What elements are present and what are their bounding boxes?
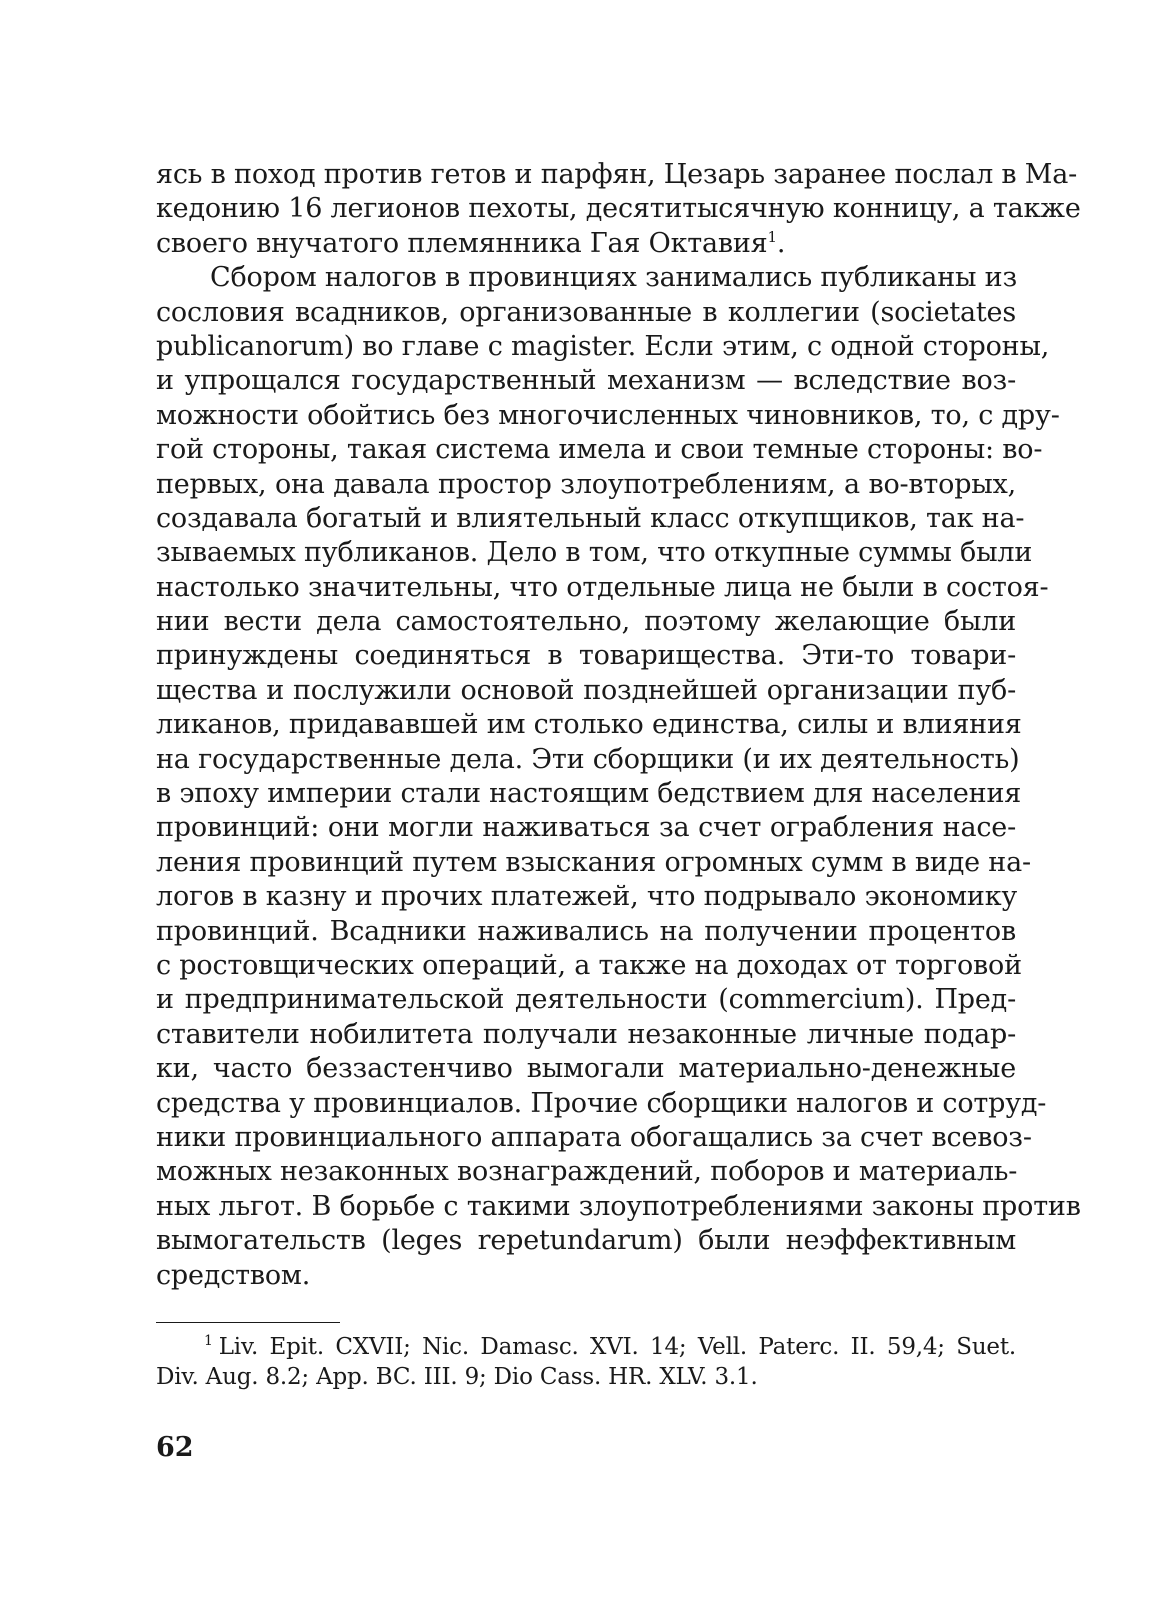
text-line: ления провинций путем взыскания огромных сумм в виде на- xyxy=(156,846,1031,878)
text-line: ных льгот. В борьбе с такими злоупотреблениями законы против xyxy=(156,1190,1081,1222)
text-line: щества и послужили основой позднейшей организации пуб- xyxy=(156,674,1016,706)
text-line-content: своего внучатого племянника Гая Октавия xyxy=(156,227,768,259)
footnote xyxy=(156,1332,1016,1392)
text-line: в эпоху империи стали настоящим бедствием для населения xyxy=(156,778,1022,810)
text-line xyxy=(156,227,1016,261)
footnote-line: Div. Aug. 8.2; App. BC. III. 9; Dio Cass. HR. XLV. 3.1. xyxy=(156,1364,758,1390)
text-line: и упрощался государственный механизм — вследствие воз- xyxy=(156,365,1016,397)
text-line: кедонию 16 легионов пехоты, десятитысячную конницу, а также xyxy=(156,193,1081,225)
text-line: ставители нобилитета получали незаконные личные подар- xyxy=(156,1018,1016,1050)
text-line: провинций. Всадники наживались на получении процентов xyxy=(156,915,1016,947)
text-line: ники провинциального аппарата обогащались за счет всевоз- xyxy=(156,1121,1032,1153)
text-line: нии вести дела самостоятельно, поэтому желающие были xyxy=(156,606,1016,638)
text-line: ки, часто беззастенчиво вымогали материально-денежные xyxy=(156,1053,1016,1085)
text-line: сословия всадников, организованные в коллегии (societates xyxy=(156,296,1016,328)
text-line: с ростовщических операций, а также на доходах от торговой xyxy=(156,949,1022,981)
text-line: на государственные дела. Эти сборщики (и их деятельность) xyxy=(156,743,1020,775)
text-line: принуждены соединяться в товарищества. Эти-то товари- xyxy=(156,640,1016,672)
text-line: publicanorum) во главе с magister. Если этим, с одной стороны, xyxy=(156,330,1050,362)
text-line-tail: . xyxy=(776,227,786,259)
text-line: создавала богатый и влиятельный класс откупщиков, так на- xyxy=(156,502,1025,534)
page-number: 62 xyxy=(156,1432,194,1463)
footnote-marker: 1 xyxy=(204,1333,213,1350)
main-text xyxy=(156,158,1081,1293)
text-line: зываемых публиканов. Дело в том, что откупные суммы были xyxy=(156,537,1033,569)
footnote-text: Liv. Epit. CXVII; Nic. Damasc. XVI. 14; Vell. Paterc. II. 59,4; Suet. xyxy=(218,1334,1016,1360)
footnote-reference[interactable]: 1 xyxy=(767,227,777,246)
text-line: можности обойтись без многочисленных чиновников, то, с дру- xyxy=(156,399,1060,431)
text-line: первых, она давала простор злоупотреблениям, а во-вторых, xyxy=(156,468,1016,500)
text-line: средства у провинциалов. Прочие сборщики налогов и сотруд- xyxy=(156,1087,1047,1119)
text-line: логов в казну и прочих платежей, что подрывало экономику xyxy=(156,881,1018,913)
text-line: и предпринимательской деятельности (commercium). Пред- xyxy=(156,984,1016,1016)
text-line: ясь в поход против гетов и парфян, Цезарь заранее послал в Ма- xyxy=(156,159,1078,190)
text-line: провинций: они могли наживаться за счет ограбления насе- xyxy=(156,812,1016,844)
text-line: средством. xyxy=(156,1259,311,1291)
text-line: ликанов, придававшей им столько единства, силы и влияния xyxy=(156,709,1022,741)
text-line: вымогательств (leges repetundarum) были неэффективным xyxy=(156,1225,1016,1257)
footnote-line xyxy=(156,1332,1016,1362)
footnote-divider xyxy=(156,1322,340,1323)
text-line: можных незаконных вознаграждений, поборов и материаль- xyxy=(156,1156,1018,1188)
paragraph-first-line: Сбором налогов в провинциях занимались публиканы из xyxy=(210,262,1017,294)
text-line: настолько значительны, что отдельные лица не были в состоя- xyxy=(156,571,1049,603)
text-line: гой стороны, такая система имела и свои темные стороны: во- xyxy=(156,434,1043,466)
